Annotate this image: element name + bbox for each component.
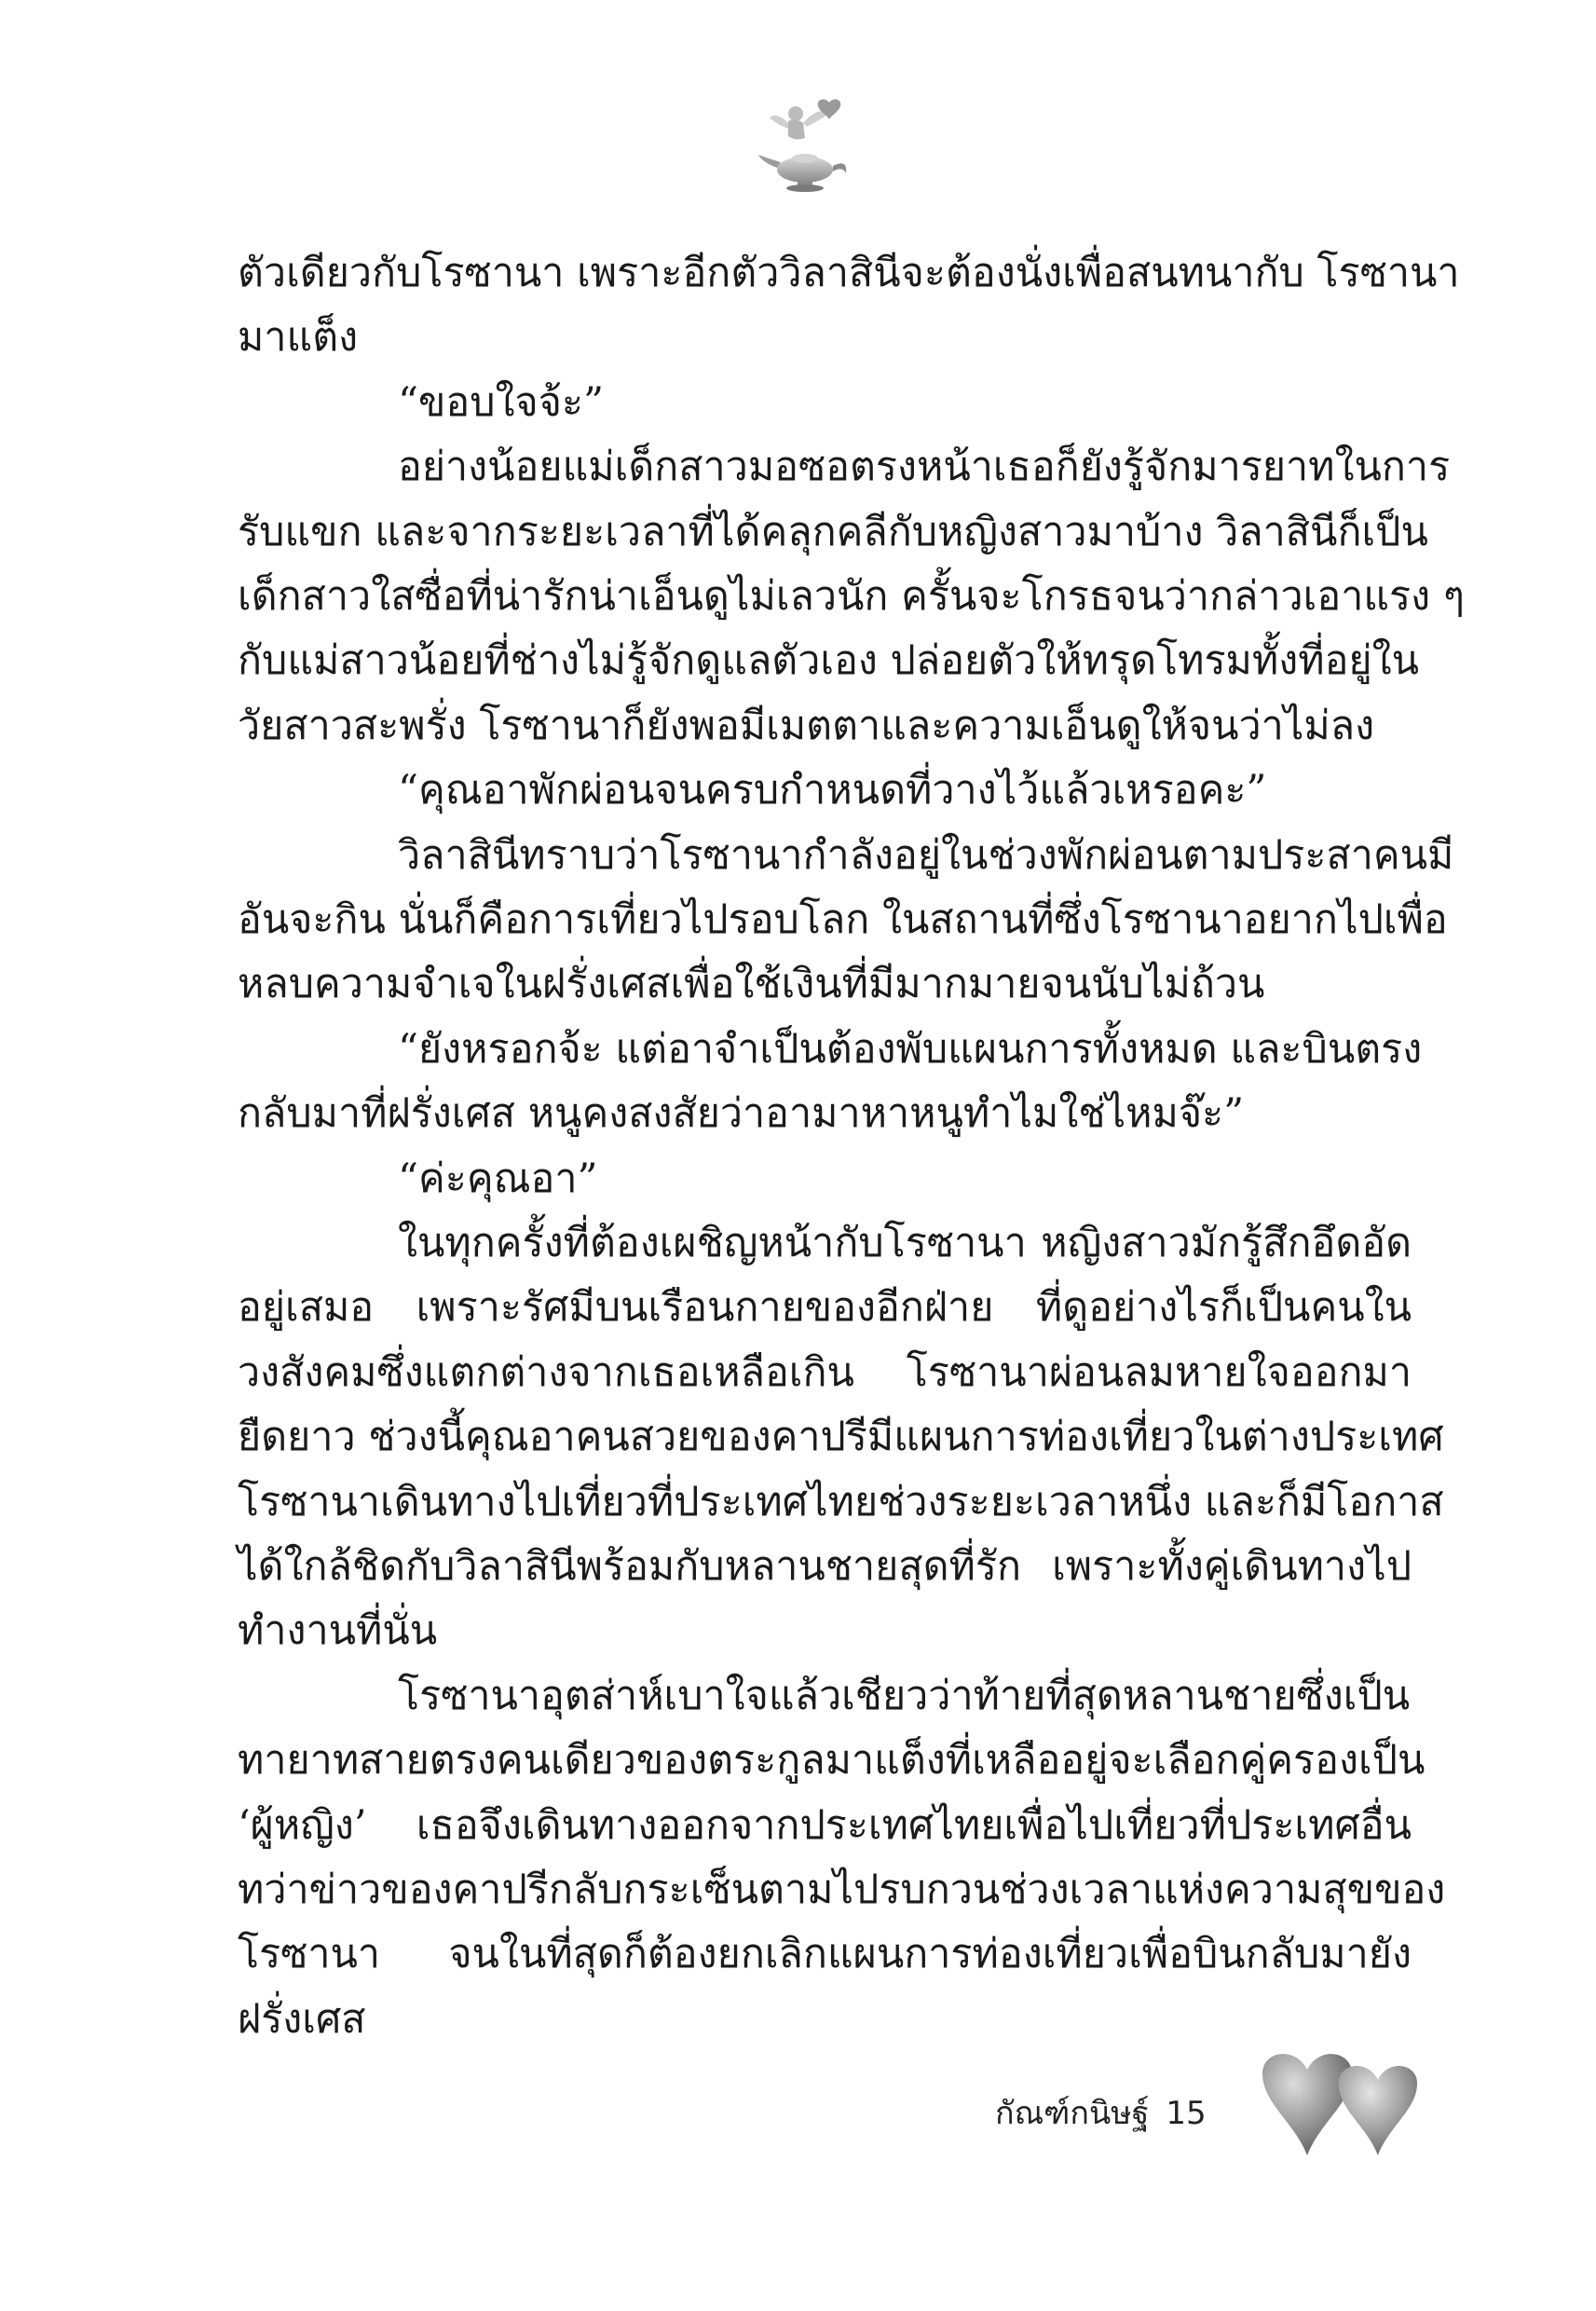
text-line: วงสังคมซึ่งแตกต่างจากเธอเหลือเกิน โรซานาผ่อนลมหายใจออกมา: [238, 1348, 1412, 1396]
text-line: “ค่ะคุณอา”: [398, 1155, 598, 1202]
text-line: ยืดยาว ช่วงนี้คุณอาคนสวยของคาปรีมีแผนการท่องเที่ยวในต่างประเทศ: [238, 1414, 1444, 1461]
text-line: ทายาทสายตรงคนเดียวของตระกูลมาแต็งที่เหลืออยู่จะเลือกคู่ครองเป็น: [238, 1737, 1425, 1785]
text-line: กลับมาที่ฝรั่งเศส หนูคงสงสัยว่าอามาหาหนูทำไมใช่ไหมจ๊ะ”: [238, 1090, 1245, 1138]
text-line: รับแขก และจากระยะเวลาที่ได้คลุกคลีกับหญิงสาวมาบ้าง วิลาสินีก็เป็น: [238, 508, 1428, 555]
text-line: ในทุกครั้งที่ต้องเผชิญหน้ากับโรซานา หญิงสาวมักรู้สึกอึดอัด: [398, 1220, 1412, 1266]
text-line: อันจะกิน นั่นก็คือการเที่ยวไปรอบโลก ในสถานที่ซึ่งโรซานาอยากไปเพื่อ: [238, 896, 1448, 943]
text-line: วิลาสินีทราบว่าโรซานากำลังอยู่ในช่วงพักผ่อนตามประสาคนมี: [398, 831, 1454, 879]
text-line: อย่างน้อยแม่เด็กสาวมอซอตรงหน้าเธอก็ยังรู้จักมารยาทในการ: [398, 444, 1451, 491]
text-line: โรซานา จนในที่สุดก็ต้องยกเลิกแผนการท่องเที่ยวเพื่อบินกลับมายัง: [238, 1931, 1412, 1978]
text-line: ฝรั่งเศส: [238, 1995, 366, 2043]
page-number: 15: [1166, 2095, 1207, 2132]
text-line: อยู่เสมอ เพราะรัศมีบนเรือนกายของอีกฝ่าย ที่ดูอย่างไรก็เป็นคนใน: [238, 1284, 1412, 1332]
book-title: กัณฑ์กนิษฐ์: [995, 2095, 1150, 2132]
text-line: ทว่าข่าวของคาปรีกลับกระเซ็นตามไปรบกวนช่วงเวลาแห่งความสุขของ: [238, 1867, 1446, 1913]
text-line: หลบความจำเจในฝรั่งเศสเพื่อใช้เงินที่มีมากมายจนนับไม่ถ้วน: [238, 961, 1265, 1008]
text-line: เด็กสาวใสซื่อที่น่ารักน่าเอ็นดูไม่เลวนัก ครั้นจะโกรธจนว่ากล่าวเอาแรง ๆ: [238, 573, 1465, 620]
text-line: “ยังหรอกจ้ะ แต่อาจำเป็นต้องพับแผนการทั้งหมด และบินตรง: [398, 1025, 1423, 1073]
text-line: กับแม่สาวน้อยที่ช่างไม่รู้จักดูแลตัวเอง ปล่อยตัวให้ทรุดโทรมทั้งที่อยู่ใน: [238, 637, 1419, 685]
text-line: มาแต็ง: [238, 314, 359, 362]
text-line: วัยสาวสะพรั่ง โรซานาก็ยังพอมีเมตตาและความเอ็นดูให้จนว่าไม่ลง: [238, 702, 1375, 749]
text-line: ทำงานที่นั่น: [238, 1607, 438, 1655]
text-line: “ขอบใจจ้ะ”: [398, 378, 604, 426]
two-hearts-icon: [1244, 2045, 1467, 2176]
text-line: โรซานาเดินทางไปเที่ยวที่ประเทศไทยช่วงระยะเวลาหนึ่ง และก็มีโอกาส: [238, 1478, 1444, 1525]
page-footer: [995, 2087, 1207, 2138]
text-line: “คุณอาพักผ่อนจนครบกำหนดที่วางไว้แล้วเหรอคะ”: [398, 767, 1267, 814]
text-line: โรซานาอุตส่าห์เบาใจแล้วเชียวว่าท้ายที่สุดหลานชายซึ่งเป็น: [398, 1672, 1411, 1719]
text-line: ได้ใกล้ชิดกับวิลาสินีพร้อมกับหลานชายสุดที่รัก เพราะทั้งคู่เดินทางไป: [238, 1543, 1412, 1590]
cupid-genie-lamp-icon: [753, 93, 855, 196]
text-line: ตัวเดียวกับโรซานา เพราะอีกตัววิลาสินีจะต้องนั่งเพื่อสนทนากับ โรซานา: [238, 250, 1460, 296]
text-line: ‘ผู้หญิง’ เธอจึงเดินทางออกจากประเทศไทยเพื่อไปเที่ยวที่ประเทศอื่น: [238, 1801, 1412, 1849]
